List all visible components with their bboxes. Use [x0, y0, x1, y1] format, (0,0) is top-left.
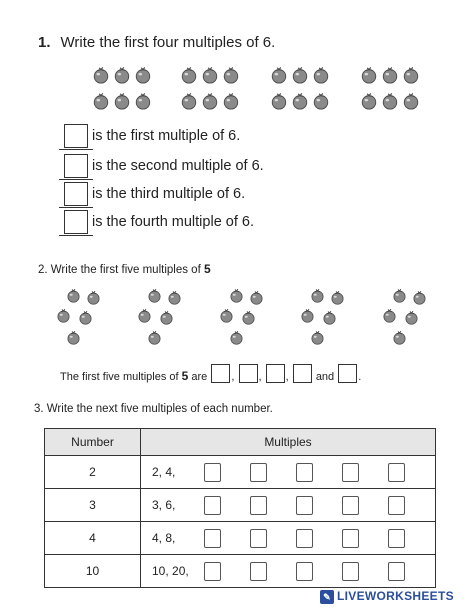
tomato-icon [402, 66, 420, 84]
answer-box[interactable] [388, 463, 405, 482]
tomato-icon [180, 66, 198, 84]
apple-icon [392, 330, 407, 345]
tomato-icon [113, 66, 131, 84]
tomato-icon [402, 92, 420, 110]
answer-box[interactable] [342, 562, 359, 581]
apple-icon [249, 290, 264, 305]
row-number: 4 [45, 522, 141, 555]
answer-box[interactable] [296, 562, 313, 581]
row-number: 2 [45, 456, 141, 489]
answer-box[interactable] [296, 463, 313, 482]
question-1-line: is the fourth multiple of 6. [62, 210, 362, 234]
apple-group [300, 288, 352, 352]
tomato-icon [92, 92, 110, 110]
tomato-icon [291, 92, 309, 110]
tomato-icon [312, 92, 330, 110]
question-1-number: 1. [38, 34, 51, 51]
question-3-prompt: 3. Write the next five multiples of each number. [34, 403, 273, 415]
apple-icon [241, 310, 256, 325]
table-row [45, 489, 436, 522]
answer-box[interactable] [250, 496, 267, 515]
tomato-icon [134, 92, 152, 110]
answer-box[interactable] [296, 496, 313, 515]
apple-icon [159, 310, 174, 325]
apple-icon [219, 308, 234, 323]
apple-group [219, 288, 271, 352]
apple-icon [147, 330, 162, 345]
apple-icon [310, 330, 325, 345]
tomato-icon [360, 92, 378, 110]
answer-box[interactable] [211, 364, 230, 383]
header-number: Number [45, 429, 141, 456]
apple-icon [56, 308, 71, 323]
multiples-table [44, 428, 436, 588]
given-multiples: 2, 4, [152, 465, 176, 479]
liveworksheets-icon: ✎ [320, 590, 334, 604]
question-2-answer-line: The first five multiples of 5 are , , , and . [60, 364, 361, 383]
apple-icon [310, 288, 325, 303]
tomato-icon [92, 66, 110, 84]
answer-box[interactable] [250, 529, 267, 548]
answer-box[interactable] [64, 154, 88, 178]
row-number: 10 [45, 555, 141, 588]
question-2-prompt: 2. Write the first five multiples of 5 [38, 262, 211, 276]
tomato-icon [360, 66, 378, 84]
question-1-prompt [38, 34, 275, 51]
fruit-group [92, 66, 156, 122]
given-multiples: 3, 6, [152, 498, 176, 512]
tomato-icon [270, 92, 288, 110]
tomato-icon [201, 92, 219, 110]
apple-icon [322, 310, 337, 325]
table-row [45, 555, 436, 588]
given-multiples: 10, 20, [152, 564, 189, 578]
answer-box[interactable] [204, 529, 221, 548]
answer-box[interactable] [204, 463, 221, 482]
answer-box[interactable] [388, 562, 405, 581]
answer-box[interactable] [342, 463, 359, 482]
header-multiples: Multiples [141, 429, 436, 456]
apple-icon [147, 288, 162, 303]
apple-group [56, 288, 108, 352]
apple-icon [66, 330, 81, 345]
answer-box[interactable] [388, 496, 405, 515]
apple-icon [229, 330, 244, 345]
row-number: 3 [45, 489, 141, 522]
question-1-text: Write the first four multiples of 6. [60, 34, 276, 51]
tomato-icon [201, 66, 219, 84]
answer-box[interactable] [204, 496, 221, 515]
answer-box[interactable] [266, 364, 285, 383]
tomato-icon [134, 66, 152, 84]
question-1-line: is the third multiple of 6. [62, 182, 362, 206]
answer-box[interactable] [250, 562, 267, 581]
apple-icon [300, 308, 315, 323]
apple-icon [229, 288, 244, 303]
tomato-icon [270, 66, 288, 84]
answer-box[interactable] [342, 529, 359, 548]
answer-box[interactable] [64, 182, 88, 206]
answer-box[interactable] [338, 364, 357, 383]
apple-icon [330, 290, 345, 305]
apple-icon [404, 310, 419, 325]
answer-box[interactable] [204, 562, 221, 581]
apple-icon [412, 290, 427, 305]
question-2-number: 5 [203, 262, 211, 276]
tomato-icon [222, 66, 240, 84]
apple-icon [66, 288, 81, 303]
apple-icon [78, 310, 93, 325]
liveworksheets-logo: ✎ LIVEWORKSHEETS [320, 589, 454, 604]
apple-icon [137, 308, 152, 323]
fruit-group [360, 66, 424, 122]
apple-icon [167, 290, 182, 305]
fruit-group [180, 66, 244, 122]
answer-box[interactable] [342, 496, 359, 515]
apple-icon [392, 288, 407, 303]
tomato-icon [381, 66, 399, 84]
tomato-icon [312, 66, 330, 84]
tomato-icon [291, 66, 309, 84]
answer-box[interactable] [64, 124, 88, 148]
tomato-icon [222, 92, 240, 110]
answer-box[interactable] [388, 529, 405, 548]
tomato-icon [113, 92, 131, 110]
apple-group [137, 288, 189, 352]
table-row [45, 456, 436, 489]
given-multiples: 4, 8, [152, 531, 176, 545]
answer-box[interactable] [293, 364, 312, 383]
table-row [45, 522, 436, 555]
question-1-line: is the second multiple of 6. [62, 154, 362, 178]
question-1-line: is the first multiple of 6. [62, 124, 362, 148]
tomato-icon [180, 92, 198, 110]
apple-group [382, 288, 434, 352]
table-header-row [45, 429, 436, 456]
fruit-group [270, 66, 334, 122]
apple-icon [86, 290, 101, 305]
tomato-icon [381, 92, 399, 110]
apple-icon [382, 308, 397, 323]
answer-box[interactable] [239, 364, 258, 383]
answer-box[interactable] [296, 529, 313, 548]
answer-box[interactable] [250, 463, 267, 482]
answer-box[interactable] [64, 210, 88, 234]
